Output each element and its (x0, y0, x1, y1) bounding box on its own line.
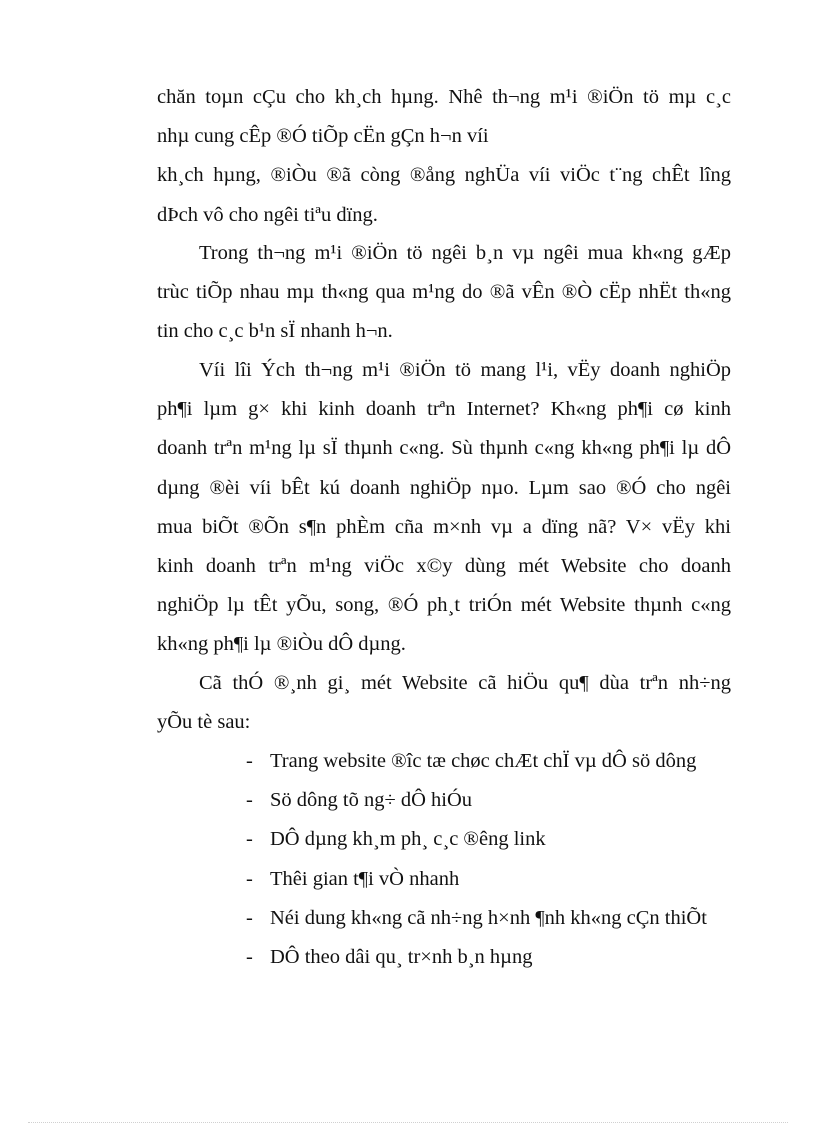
paragraph-buyer-seller (157, 234, 731, 352)
list-item (246, 820, 746, 859)
text-line: dµng ®èi víi bÊt kú doanh nghiÖp nµo. Lµm sao ®Ó cho ngêi (157, 476, 731, 499)
text-line: kinh doanh trªn m¹ng viÖc x©y dùng mét Website cho doanh (157, 554, 731, 577)
list-item (246, 860, 746, 899)
text-line: nghiÖp lµ tÊt yÕu, song, ®Ó ph¸t triÓn mét Website thµnh c«ng (157, 594, 731, 617)
text-line: Trong th¬ng m¹i ®iÖn tö ngêi b¸n vµ ngêi mua kh«ng gÆp (199, 242, 731, 264)
list-item-text: DÔ theo dâi qu¸ tr×nh b¸n hµng (270, 946, 533, 969)
list-item-text: Trang website ®îc tæ chøc chÆt chÏ vµ dÔ sö dông (270, 750, 697, 772)
list-item (246, 781, 746, 820)
text-line: yÕu tè sau: (157, 711, 251, 734)
text-line: trùc tiÕp nhau mµ th«ng qua m¹ng do ®ã vÊn ®Ò cËp nhËt th«ng (157, 281, 731, 304)
text-line: kh«ng ph¶i lµ ®iÒu dÔ dµng. (157, 633, 406, 656)
list-item-text: Néi dung kh«ng cã nh÷ng h×nh ¶nh kh«ng cÇn thiÕt (270, 906, 707, 929)
paragraph-ecommerce-reach (157, 78, 731, 235)
text-line: mua biÕt ®Õn s¶n phÈm cña m×nh vµ a dïng nã? V× vËy khi (157, 515, 731, 538)
list-item (246, 742, 746, 781)
dash-bullet: - (246, 906, 253, 929)
text-line: kh¸ch hµng, ®iÒu ®ã còng ®ång nghÜa víi viÖc t¨ng chÊt lîng (157, 164, 731, 187)
dash-bullet: - (246, 946, 253, 969)
dash-bullet: - (246, 828, 253, 851)
list-item (246, 899, 746, 938)
paragraph-evaluation-criteria (157, 664, 731, 742)
list-item-text: Sö dông tõ ng÷ dÔ hiÓu (270, 789, 473, 812)
text-line: Víi lîi Ých th¬ng m¹i ®iÖn tö mang l¹i, vËy doanh nghiÖp (199, 359, 731, 381)
text-line: tin cho c¸c b¹n sÏ nhanh h¬n. (157, 320, 393, 343)
text-line: Cã thÓ ®¸nh gi¸ mét Website cã hiÖu qu¶ dùa trªn nh÷ng (199, 672, 731, 694)
list-item-text: DÔ dµng kh¸m ph¸ c¸c ®êng link (270, 828, 546, 851)
dash-bullet: - (246, 750, 253, 772)
text-line: dÞch vô cho ngêi tiªu dïng. (157, 203, 378, 226)
text-line: ph¶i lµm g× khi kinh doanh trªn Internet? Kh«ng ph¶i cø kinh (157, 398, 731, 421)
list-item-text: Thêi gian t¶i vÒ nhanh (270, 867, 460, 890)
dash-bullet: - (246, 867, 253, 890)
list-item (246, 938, 746, 977)
criteria-list (246, 742, 746, 977)
paragraph-business-website (157, 351, 731, 665)
text-line: doanh trªn m¹ng lµ sÏ thµnh c«ng. Sù thµnh c«ng kh«ng ph¶i lµ dÔ (157, 437, 731, 460)
text-line: nhµ cung cÊp ®Ó tiÕp cËn gÇn h¬n víi (157, 125, 489, 148)
dash-bullet: - (246, 789, 253, 812)
text-line: chăn toµn cÇu cho kh¸ch hµng. Nhê th¬ng m¹i ®iÖn tö mµ c¸c (157, 86, 731, 108)
